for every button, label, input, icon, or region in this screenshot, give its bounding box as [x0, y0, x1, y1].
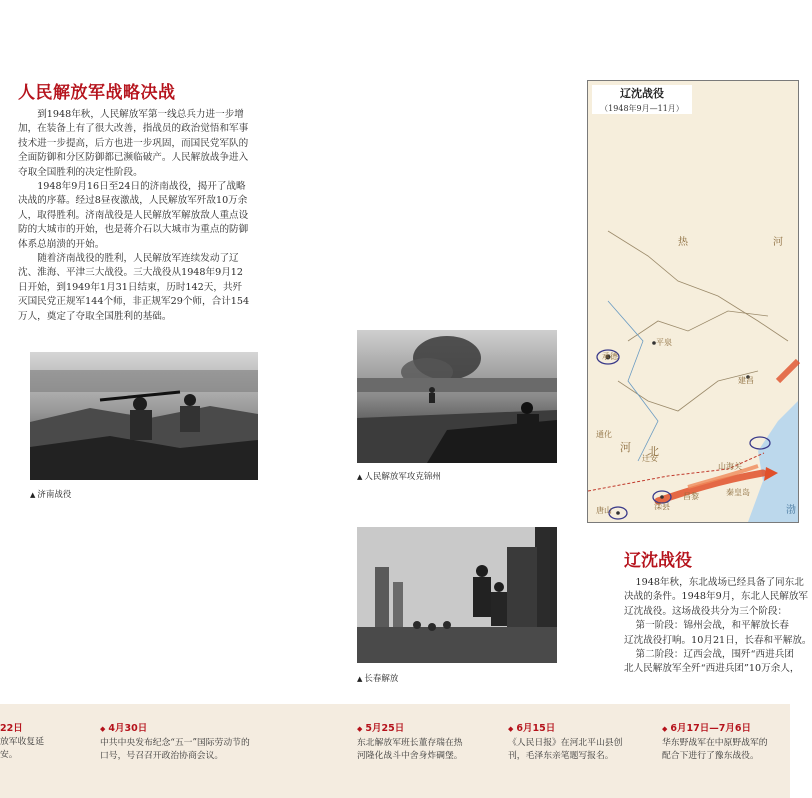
map-label-pingquan: 平泉 [656, 338, 672, 347]
left-paragraph-2: 1948年9月16日至24日的济南战役，揭开了战略决战的序幕。经过8昼夜激战，人民解放军歼敌10万余人，取得胜利。济南战役是人民解放军解放敌人重点设防的大城市的开始，也是蒋介石以大城市为重点的防御体系总崩溃的开始。 [18, 181, 249, 250]
timeline-strip [0, 704, 790, 798]
map-label-he: 河 [773, 237, 783, 248]
right-line-7: 北人民解放军全歼“西进兵团”10万余人， [624, 663, 800, 675]
changchun-liberation-photo [357, 527, 557, 663]
map-label-tangshan: 唐山 [596, 506, 612, 515]
map-label-changli: 昌黎 [683, 492, 699, 501]
caption-triangle-icon: ▲ [30, 491, 36, 499]
map-label-qinhuangdao: 秦皇岛 [726, 488, 750, 497]
map-title-box [592, 85, 692, 114]
jinzhou-caption-text: 人民解放军攻克锦州 [364, 472, 441, 482]
right-line-1: 1948年秋，东北战场已经具备了同东北 [635, 577, 804, 588]
right-line-2: 决战的条件。1948年9月，东北人民解放军 [624, 591, 809, 603]
jinzhou-caption [357, 470, 441, 482]
right-line-3: 辽沈战役。这场战役共分为三个阶段： [624, 605, 788, 617]
map-label-bei: 北 [648, 445, 659, 458]
map-label-chengde: 承德 [602, 352, 618, 361]
jinan-caption-text: 济南战役 [37, 490, 72, 500]
map-label-shanhaiguan: 山海关 [718, 462, 742, 471]
caption-triangle-icon: ▲ [357, 675, 363, 683]
timeline-item-1 [0, 722, 60, 763]
map-label-bohai: 渤 [786, 505, 796, 516]
timeline-date-2: 4月30日 [108, 723, 148, 734]
timeline-item-5 [662, 722, 774, 764]
changchun-caption [357, 672, 398, 684]
timeline-text-2: 中共中央发布纪念“五一”国际劳动节的口号，号召召开政治协商会议。 [100, 737, 250, 761]
timeline-date-3: 5月25日 [365, 723, 405, 734]
left-paragraph-3: 随着济南战役的胜利，人民解放军连续发动了辽沈、淮海、平津三大战役。三大战役从1948年9月12日开始，到1949年1月31日结束，历时142天，共歼灭国民党正规军144个师，非正规军29个师，合计154万人，奠定了夺取全国胜利的基础。 [18, 253, 250, 322]
map-title: 辽沈战役 [620, 87, 664, 100]
right-line-4: 第一阶段：锦州会战，和平解放长春 [635, 620, 790, 632]
timeline-text-5: 华东野战军在中原野战军的配合下进行了豫东战役。 [662, 737, 768, 761]
right-article-body [624, 576, 812, 677]
map-label-re: 热 [678, 237, 688, 248]
map-label-luanxian: 滦县 [654, 502, 670, 511]
right-article-title: 辽沈战役 [624, 551, 692, 571]
map-label-jianchang: 建昌 [738, 376, 754, 385]
map-label-tonghua: 通化 [596, 430, 612, 439]
timeline-item-3 [357, 722, 469, 764]
diamond-icon: ◆ [357, 725, 363, 733]
right-line-5: 辽沈战役打响。10月21日，长春和平解放。 [624, 634, 812, 646]
timeline-item-2 [100, 722, 250, 764]
timeline-date-5: 6月17日—7月6日 [670, 723, 751, 734]
left-article-title: 人民解放军战略决战 [18, 83, 176, 103]
right-line-6: 第二阶段：辽西会战，围歼“西进兵团 [635, 649, 794, 661]
jinan-battle-photo [30, 352, 258, 480]
liaoshen-map [587, 80, 799, 523]
diamond-icon: ◆ [662, 725, 668, 733]
map-subtitle: （1948年9月—11月） [600, 104, 684, 113]
map-label-qianan: 迁安 [642, 454, 658, 463]
left-article-body [18, 108, 250, 324]
caption-triangle-icon: ▲ [357, 473, 363, 481]
jinzhou-battle-photo [357, 330, 557, 463]
timeline-date-1: 22日 [0, 723, 23, 734]
timeline-date-4: 6月15日 [516, 723, 556, 734]
map-label-he2: 河 [620, 441, 631, 454]
diamond-icon: ◆ [100, 725, 106, 733]
jinan-caption [30, 488, 71, 500]
timeline-text-3: 东北解放军班长董存瑞在热河隆化战斗中舍身炸碉堡。 [357, 737, 463, 761]
timeline-text-4: 《人民日报》在河北平山县创刊，毛泽东亲笔题写报名。 [508, 737, 623, 761]
timeline-item-4 [508, 722, 636, 764]
diamond-icon: ◆ [508, 725, 514, 733]
changchun-caption-text: 长春解放 [364, 674, 399, 684]
left-paragraph-1: 到1948年秋，人民解放军第一线总兵力进一步增加，在装备上有了很大改善，指战员的政治觉悟和军事技术进一步提高，后方也进一步巩固，而国民党军队的全面防御和分区防御都已濒临破产。人民解放战争进入夺取全国胜利的决定性阶段。 [18, 109, 249, 178]
timeline-text-1: 放军收复延安。 [0, 736, 44, 760]
